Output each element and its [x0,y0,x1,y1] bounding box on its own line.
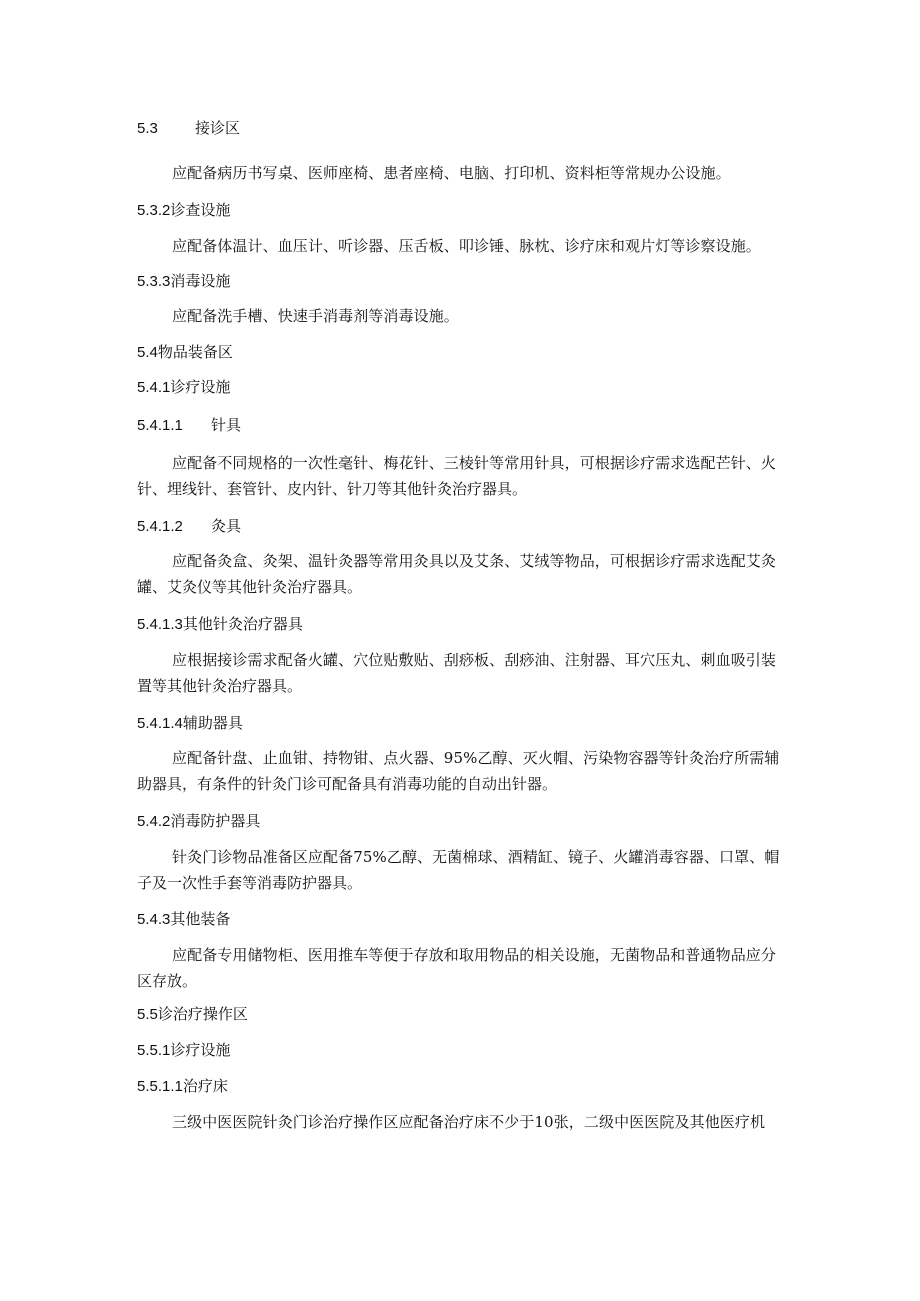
paragraph-line-1: 应配备针盘、止血钳、持物钳、点火器、95%乙醇、灭火帽、污染物容器等针灸治疗所需辅 [172,749,780,767]
heading-number: 5.4.1 [137,379,171,396]
heading-title: 消毒设施 [170,272,231,290]
heading-5-5 [137,1004,248,1025]
heading-number: 5.5 [137,1006,158,1023]
heading-title: 灸具 [211,517,242,535]
heading-title: 接诊区 [195,119,241,137]
heading-5-4-1-3 [137,614,303,635]
paragraph-line-1: 应配备不同规格的一次性毫针、梅花针、三棱针等常用针具，可根据诊疗需求选配芒针、火 [172,454,777,472]
heading-5-5-1 [137,1040,230,1061]
heading-title: 针具 [211,416,242,434]
heading-title: 治疗床 [182,1077,228,1095]
heading-title: 诊治疗操作区 [157,1005,248,1023]
heading-number: 5.5.1 [137,1042,171,1059]
paragraph-line-1: 三级中医医院针灸门诊治疗操作区应配备治疗床不少于10张，二级中医医院及其他医疗机 [172,1113,766,1131]
heading-number: 5.4 [137,344,158,361]
heading-number: 5.4.1.3 [137,616,183,633]
heading-title: 诊疗设施 [170,378,231,396]
heading-title: 诊疗设施 [170,1041,231,1059]
paragraph-line-2: 罐、艾灸仪等其他针灸治疗器具。 [137,578,363,596]
paragraph-line-1: 针灸门诊物品准备区应配备75%乙醇、无菌棉球、酒精缸、镜子、火罐消毒容器、口罩、帽 [172,848,780,866]
heading-title: 其他装备 [170,910,231,928]
heading-5-4-2 [137,811,260,832]
paragraph-line-2: 置等其他针灸治疗器具。 [137,677,303,695]
paragraph-line-1: 应根据接诊需求配备火罐、穴位贴敷贴、刮痧板、刮痧油、注射器、耳穴压丸、刺血吸引装 [172,651,777,669]
heading-5-4-1 [137,377,230,398]
paragraph: 应配备洗手槽、快速手消毒剂等消毒设施。 [172,307,459,325]
heading-title: 其他针灸治疗器具 [182,615,303,633]
heading-5-5-1-1 [137,1076,228,1097]
heading-5-3-2 [137,200,230,221]
heading-title: 辅助器具 [182,714,243,732]
paragraph-line-1: 应配备专用储物柜、医用推车等便于存放和取用物品的相关设施，无菌物品和普通物品应分 [172,946,777,964]
paragraph-line-2: 子及一次性手套等消毒防护器具。 [137,874,363,892]
heading-number: 5.4.2 [137,813,171,830]
heading-5-4-1-1 [137,415,241,436]
paragraph: 应配备体温计、血压计、听诊器、压舌板、叩诊锤、脉枕、诊疗床和观片灯等诊察设施。 [172,237,761,255]
heading-5-4 [137,342,233,363]
paragraph-line-2: 区存放。 [137,972,198,990]
heading-number: 5.4.1.2 [137,518,183,535]
heading-5-3-3 [137,271,230,292]
heading-5-4-1-4 [137,713,243,734]
heading-5-4-1-2 [137,516,241,537]
paragraph-line-2: 助器具，有条件的针灸门诊可配备具有消毒功能的自动出针器。 [137,775,558,793]
heading-title: 消毒防护器具 [170,812,261,830]
heading-number: 5.3.2 [137,202,171,219]
heading-number: 5.5.1.1 [137,1078,183,1095]
heading-title: 诊查设施 [170,201,231,219]
heading-5-4-3 [137,909,230,930]
heading-number: 5.3.3 [137,273,171,290]
heading-number: 5.3 [137,120,158,137]
paragraph-line-1: 应配备灸盒、灸架、温针灸器等常用灸具以及艾条、艾绒等物品，可根据诊疗需求选配艾灸 [172,552,777,570]
heading-number: 5.4.1.4 [137,715,183,732]
heading-number: 5.4.1.1 [137,417,183,434]
heading-number: 5.4.3 [137,911,171,928]
heading-title: 物品装备区 [157,343,233,361]
heading-5-3 [137,118,240,139]
paragraph: 应配备病历书写桌、医师座椅、患者座椅、电脑、打印机、资料柜等常规办公设施。 [172,164,731,182]
paragraph-line-2: 针、埋线针、套管针、皮内针、针刀等其他针灸治疗器具。 [137,480,528,498]
